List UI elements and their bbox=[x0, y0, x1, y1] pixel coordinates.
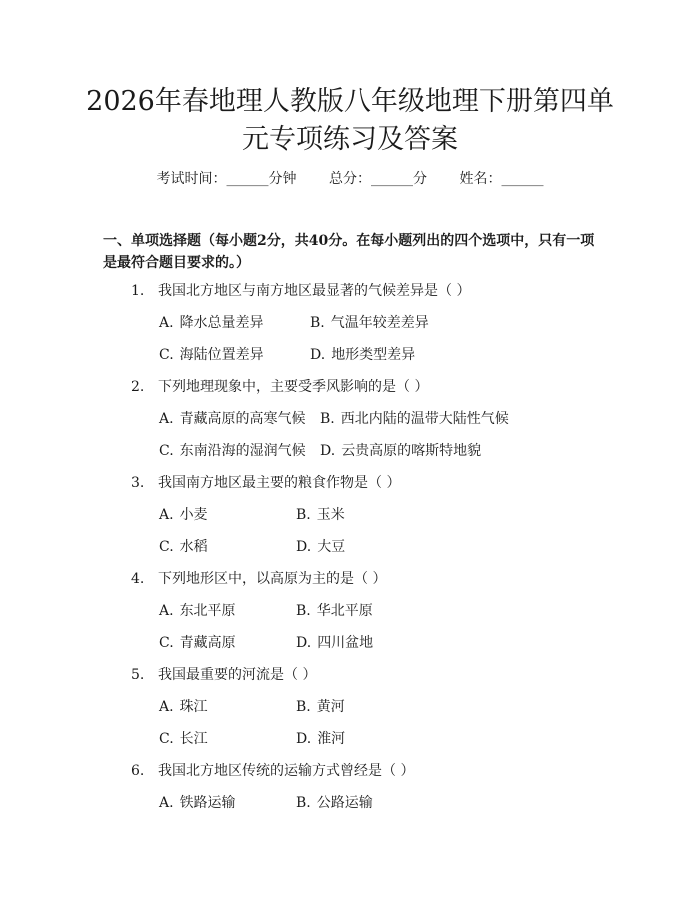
option-a bbox=[159, 409, 306, 429]
option-c bbox=[159, 537, 208, 557]
option-letter: B. bbox=[296, 603, 311, 619]
exam-meta bbox=[0, 168, 700, 188]
question-text: 我国南方地区最主要的粮食作物是（ ） bbox=[158, 475, 401, 491]
page-title bbox=[60, 83, 640, 159]
option-a bbox=[159, 793, 236, 813]
question-text: 下列地理现象中，主要受季风影响的是（ ） bbox=[158, 379, 429, 395]
option-letter: A. bbox=[159, 795, 174, 811]
option-letter: C. bbox=[159, 443, 174, 459]
option-letter: A. bbox=[159, 411, 174, 427]
option-letter: A. bbox=[159, 699, 174, 715]
option-text: 云贵高原的喀斯特地貌 bbox=[341, 443, 482, 459]
option-b bbox=[310, 313, 429, 333]
question-2 bbox=[131, 377, 428, 397]
option-c bbox=[159, 633, 236, 653]
title-line-1: 2026年春地理人教版八年级地理下册第四单 bbox=[86, 86, 614, 117]
option-text: 东南沿海的湿润气候 bbox=[179, 443, 306, 459]
title-line-2: 元专项练习及答案 bbox=[242, 124, 458, 155]
question-text: 我国最重要的河流是（ ） bbox=[158, 667, 317, 683]
question-number: 6. bbox=[131, 763, 145, 779]
question-number: 3. bbox=[131, 475, 145, 491]
question-3 bbox=[131, 473, 400, 493]
option-b bbox=[296, 505, 345, 525]
question-5 bbox=[131, 665, 316, 685]
option-text: 公路运输 bbox=[316, 795, 373, 811]
option-letter: C. bbox=[159, 635, 174, 651]
option-letter: A. bbox=[159, 603, 174, 619]
option-letter: C. bbox=[159, 347, 174, 363]
option-text: 西北内陆的温带大陆性气候 bbox=[340, 411, 509, 427]
option-text: 长江 bbox=[179, 731, 208, 747]
option-a bbox=[159, 697, 208, 717]
option-letter: D. bbox=[310, 347, 326, 363]
question-text: 我国北方地区与南方地区最显著的气候差异是（ ） bbox=[158, 283, 471, 299]
option-text: 玉米 bbox=[316, 507, 345, 523]
question-number: 4. bbox=[131, 571, 145, 587]
exam-score-field: 总分：______分 bbox=[329, 171, 427, 187]
option-text: 青藏高原的高寒气候 bbox=[179, 411, 306, 427]
question-6 bbox=[131, 761, 414, 781]
option-letter: D. bbox=[296, 731, 312, 747]
option-text: 珠江 bbox=[179, 699, 208, 715]
option-text: 降水总量差异 bbox=[179, 315, 264, 331]
option-letter: B. bbox=[296, 699, 311, 715]
option-c bbox=[159, 729, 208, 749]
option-letter: B. bbox=[310, 315, 325, 331]
option-letter: C. bbox=[159, 731, 174, 747]
option-text: 气温年较差差异 bbox=[330, 315, 429, 331]
option-letter: B. bbox=[296, 507, 311, 523]
question-4 bbox=[131, 569, 386, 589]
exam-time-field: 考试时间：______分钟 bbox=[156, 171, 297, 187]
option-text: 黄河 bbox=[316, 699, 345, 715]
option-text: 东北平原 bbox=[179, 603, 236, 619]
option-text: 地形类型差异 bbox=[331, 347, 416, 363]
option-letter: C. bbox=[159, 539, 174, 555]
question-number: 2. bbox=[131, 379, 145, 395]
option-letter: D. bbox=[296, 635, 312, 651]
option-a bbox=[159, 601, 236, 621]
section-heading: 一、单项选择题（每小题2分，共40分。在每小题列出的四个选项中，只有一项是最符合题目要求的。） bbox=[103, 233, 595, 271]
option-letter: D. bbox=[320, 443, 336, 459]
option-a bbox=[159, 505, 208, 525]
option-d bbox=[296, 729, 345, 749]
option-text: 华北平原 bbox=[316, 603, 373, 619]
option-c bbox=[159, 345, 264, 365]
option-d bbox=[310, 345, 415, 365]
option-d bbox=[320, 441, 481, 461]
option-text: 水稻 bbox=[179, 539, 208, 555]
question-text: 我国北方地区传统的运输方式曾经是（ ） bbox=[158, 763, 415, 779]
option-d bbox=[296, 633, 373, 653]
option-letter: A. bbox=[159, 315, 174, 331]
student-name-field: 姓名：______ bbox=[459, 171, 544, 187]
option-text: 四川盆地 bbox=[317, 635, 374, 651]
option-a bbox=[159, 313, 264, 333]
option-b bbox=[320, 409, 509, 429]
option-text: 铁路运输 bbox=[179, 795, 236, 811]
option-text: 青藏高原 bbox=[179, 635, 236, 651]
option-letter: B. bbox=[320, 411, 335, 427]
question-number: 5. bbox=[131, 667, 145, 683]
option-b bbox=[296, 697, 345, 717]
option-b bbox=[296, 793, 373, 813]
option-d bbox=[296, 537, 345, 557]
option-text: 海陆位置差异 bbox=[179, 347, 264, 363]
option-letter: D. bbox=[296, 539, 312, 555]
question-1 bbox=[131, 281, 470, 301]
option-text: 淮河 bbox=[317, 731, 346, 747]
option-letter: B. bbox=[296, 795, 311, 811]
question-number: 1. bbox=[131, 283, 145, 299]
question-text: 下列地形区中，以高原为主的是（ ） bbox=[158, 571, 387, 587]
option-text: 大豆 bbox=[317, 539, 346, 555]
option-text: 小麦 bbox=[179, 507, 208, 523]
option-letter: A. bbox=[159, 507, 174, 523]
option-b bbox=[296, 601, 373, 621]
option-c bbox=[159, 441, 306, 461]
